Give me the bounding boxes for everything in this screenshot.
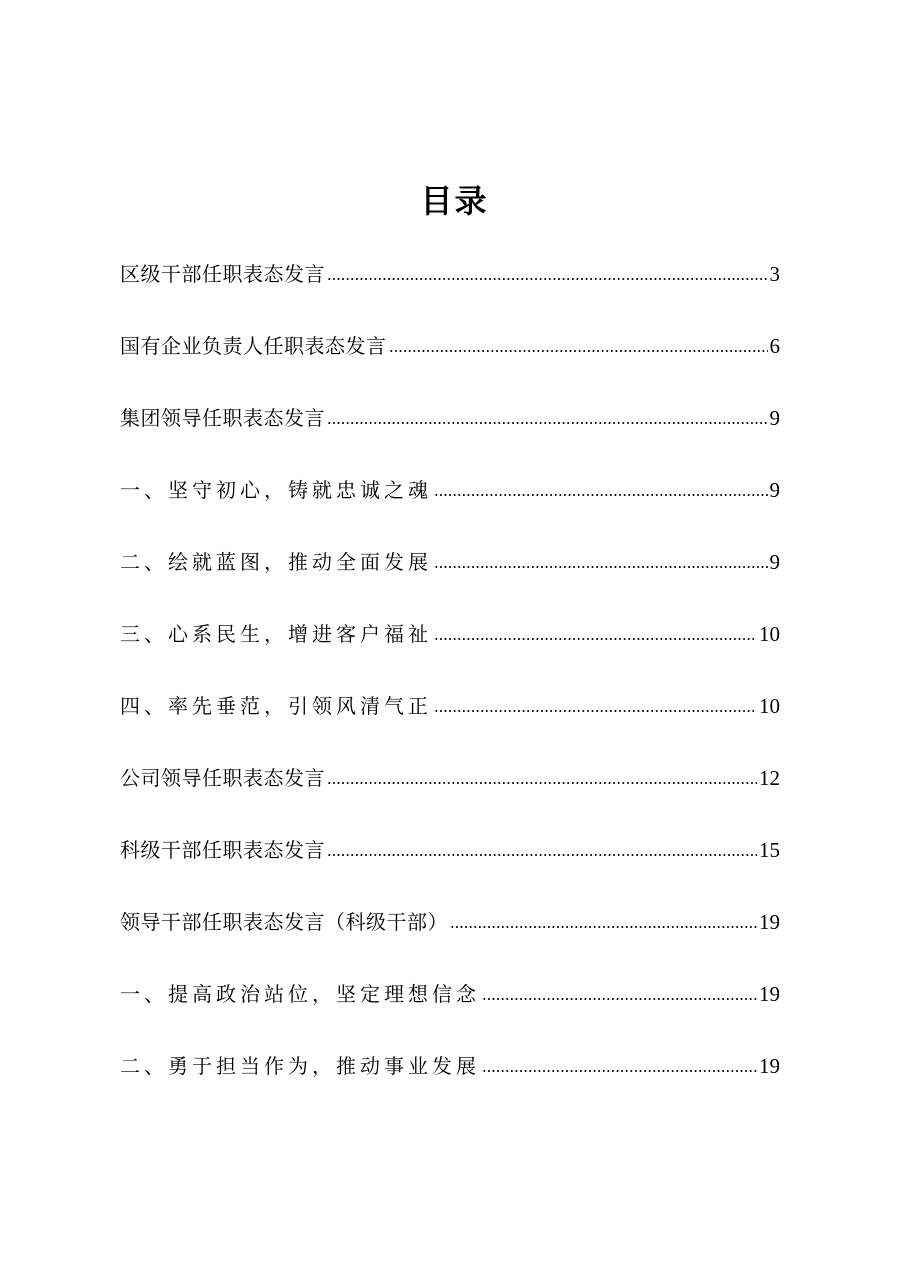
toc-page-number: 6	[769, 334, 780, 358]
toc-page-number: 10	[759, 694, 780, 718]
toc-entry-title: 领导干部任职表态发言（科级干部）	[120, 910, 448, 934]
toc-page-number: 19	[759, 982, 780, 1006]
toc-entry-title: 一、提高政治站位，坚定理想信念	[120, 982, 480, 1006]
toc-entry-title: 区级干部任职表态发言	[120, 262, 325, 286]
toc-dot-leader	[434, 637, 757, 641]
toc-subentry[interactable]	[120, 1042, 780, 1114]
toc-entry-title: 公司领导任职表态发言	[120, 766, 325, 790]
toc-entry[interactable]	[120, 754, 780, 826]
toc-dot-leader	[327, 853, 757, 857]
toc-entry[interactable]	[120, 394, 780, 466]
toc-page-number: 3	[769, 262, 780, 286]
toc-title: 目录	[420, 182, 489, 221]
toc-entry-title: 二、绘就蓝图，推动全面发展	[120, 550, 432, 574]
toc-page-number: 9	[769, 406, 780, 430]
toc-subentry[interactable]	[120, 538, 780, 610]
toc-page-number: 19	[759, 910, 780, 934]
toc-entry-title: 科级干部任职表态发言	[120, 838, 325, 862]
toc-dot-leader	[482, 1069, 757, 1073]
toc-subentry[interactable]	[120, 970, 780, 1042]
toc-dot-leader	[434, 565, 768, 569]
toc-entry-title: 一、坚守初心，铸就忠诚之魂	[120, 478, 432, 502]
toc-page-number: 15	[759, 838, 780, 862]
toc-entry-title: 四、率先垂范，引领风清气正	[120, 694, 432, 718]
toc-entry-title: 集团领导任职表态发言	[120, 406, 325, 430]
toc-entry[interactable]	[120, 250, 780, 322]
toc-dot-leader	[450, 925, 757, 929]
toc-subentry[interactable]	[120, 466, 780, 538]
toc-entry-title: 国有企业负责人任职表态发言	[120, 334, 387, 358]
toc-dot-leader	[389, 349, 768, 353]
toc-entry[interactable]	[120, 322, 780, 394]
toc-dot-leader	[434, 709, 757, 713]
toc-page-number: 9	[769, 478, 780, 502]
toc-dot-leader	[327, 277, 768, 281]
toc-entry[interactable]	[120, 898, 780, 970]
toc-dot-leader	[482, 997, 757, 1001]
toc-entry-title: 二、勇于担当作为，推动事业发展	[120, 1054, 480, 1078]
toc-dot-leader	[327, 781, 757, 785]
toc-dot-leader	[434, 493, 768, 497]
toc-page-number: 12	[759, 766, 780, 790]
toc-subentry[interactable]	[120, 610, 780, 682]
toc-entry[interactable]	[120, 826, 780, 898]
toc-dot-leader	[327, 421, 768, 425]
table-of-contents	[120, 250, 780, 1114]
toc-entry-title: 三、心系民生，增进客户福祉	[120, 622, 432, 646]
toc-page-number: 9	[769, 550, 780, 574]
toc-subentry[interactable]	[120, 682, 780, 754]
toc-page-number: 19	[759, 1054, 780, 1078]
toc-page-number: 10	[759, 622, 780, 646]
